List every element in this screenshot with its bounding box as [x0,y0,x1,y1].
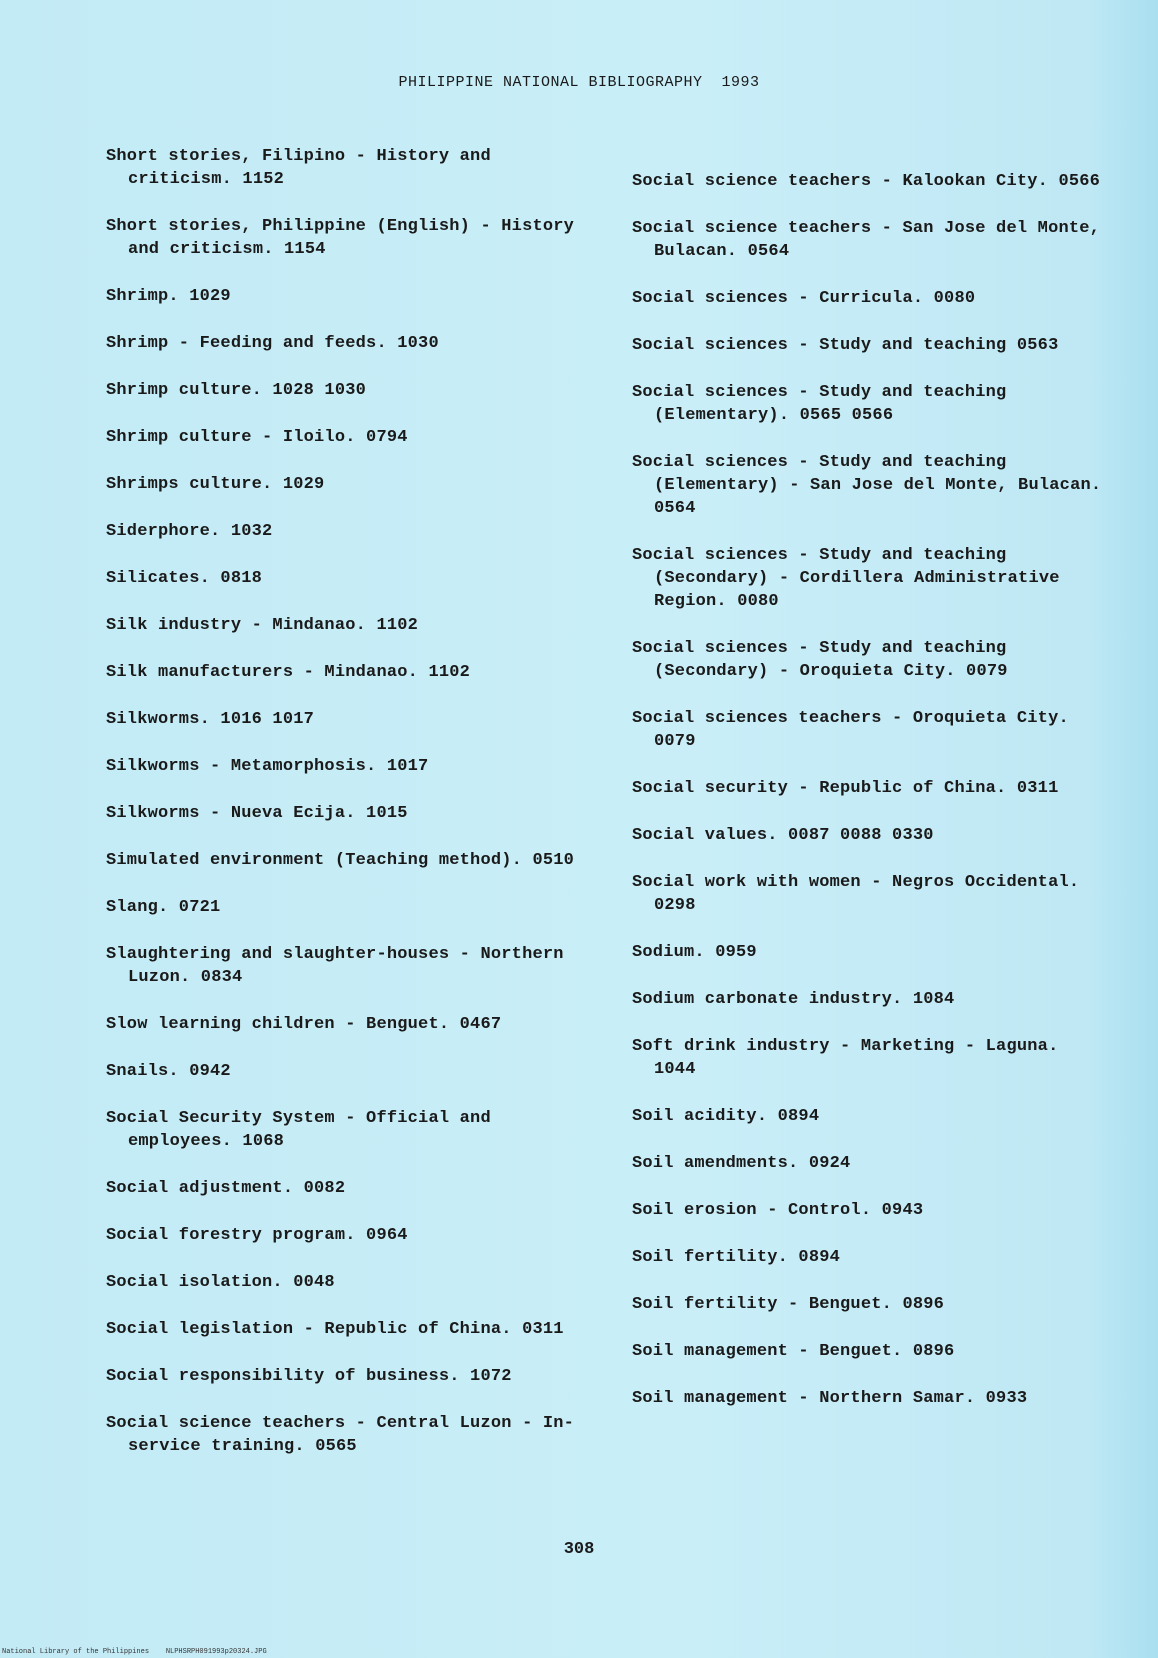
index-entry: Silk industry - Mindanao. 1102 [106,616,419,635]
index-entry: Silkworms - Nueva Ecija. 1015 [106,804,408,823]
index-entry: Shrimp culture - Iloilo. 0794 [106,428,408,447]
index-entry: Shrimps culture. 1029 [106,475,325,494]
index-entry: Social values. 0087 0088 0330 [632,826,934,845]
index-entry: Social sciences teachers - Oroquieta City. 0079 [632,709,1069,751]
index-entry: Social Security System - Official and employees. 1068 [106,1109,491,1151]
index-entry: Shrimp culture. 1028 1030 [106,381,367,400]
right-column [632,170,1102,1434]
index-entry: Social adjustment. 0082 [106,1179,346,1198]
index-entry: Sodium carbonate industry. 1084 [632,990,955,1009]
index-entry: Social sciences - Study and teaching (Elementary) - San Jose del Monte, Bulacan. 0564 [632,453,1102,518]
index-entry: Soil fertility. 0894 [632,1248,841,1267]
index-entry: Social science teachers - San Jose del Monte, Bulacan. 0564 [632,219,1101,261]
page-number: 308 [563,1540,595,1559]
index-entry: Social sciences - Study and teaching 0563 [632,336,1059,355]
index-entry: Soil acidity. 0894 [632,1107,820,1126]
index-entry: Social responsibility of business. 1072 [106,1367,512,1386]
index-entry: Short stories, Philippine (English) - History and criticism. 1154 [106,217,575,259]
index-entry: Silkworms. 1016 1017 [106,710,315,729]
index-entry: Social science teachers - Kalookan City. 0566 [632,172,1101,191]
index-entry: Silk manufacturers - Mindanao. 1102 [106,663,471,682]
index-entry: Soil management - Northern Samar. 0933 [632,1389,1028,1408]
index-entry: Soil erosion - Control. 0943 [632,1201,924,1220]
index-entry: Sodium. 0959 [632,943,757,962]
index-entry: Shrimp. 1029 [106,287,231,306]
index-entry: Social forestry program. 0964 [106,1226,408,1245]
left-column [106,145,596,1482]
index-entry: Silicates. 0818 [106,569,263,588]
index-entry: Slaughtering and slaughter-houses - Northern Luzon. 0834 [106,945,564,987]
index-entry: Soil amendments. 0924 [632,1154,851,1173]
scan-credit: National Library of the Philippines NLPHSRPH091993p20324.JPG [2,1648,267,1656]
page-header: PHILIPPINE NATIONAL BIBLIOGRAPHY 1993 [398,74,760,91]
index-entry: Snails. 0942 [106,1062,231,1081]
index-entry: Social work with women - Negros Occidental. 0298 [632,873,1080,915]
index-entry: Silkworms - Metamorphosis. 1017 [106,757,429,776]
index-entry: Social sciences - Study and teaching (Secondary) - Oroquieta City. 0079 [632,639,1008,681]
index-entry: Soft drink industry - Marketing - Laguna. 1044 [632,1037,1059,1079]
index-entry: Soil management - Benguet. 0896 [632,1342,955,1361]
index-entry: Social isolation. 0048 [106,1273,335,1292]
index-entry: Soil fertility - Benguet. 0896 [632,1295,945,1314]
index-entry: Siderphore. 1032 [106,522,273,541]
index-entry: Social sciences - Study and teaching (Elementary). 0565 0566 [632,383,1007,425]
index-entry: Social sciences - Study and teaching (Secondary) - Cordillera Administrative Region. 0080 [632,546,1060,611]
index-entry: Social sciences - Curricula. 0080 [632,289,976,308]
index-entry: Short stories, Filipino - History and criticism. 1152 [106,147,491,189]
index-entry: Simulated environment (Teaching method). 0510 [106,851,575,870]
index-entry: Social legislation - Republic of China. 0311 [106,1320,564,1339]
index-entry: Slang. 0721 [106,898,221,917]
index-entry: Shrimp - Feeding and feeds. 1030 [106,334,439,353]
index-entry: Slow learning children - Benguet. 0467 [106,1015,502,1034]
index-entry: Social science teachers - Central Luzon - In-service training. 0565 [106,1414,575,1456]
index-entry: Social security - Republic of China. 0311 [632,779,1059,798]
